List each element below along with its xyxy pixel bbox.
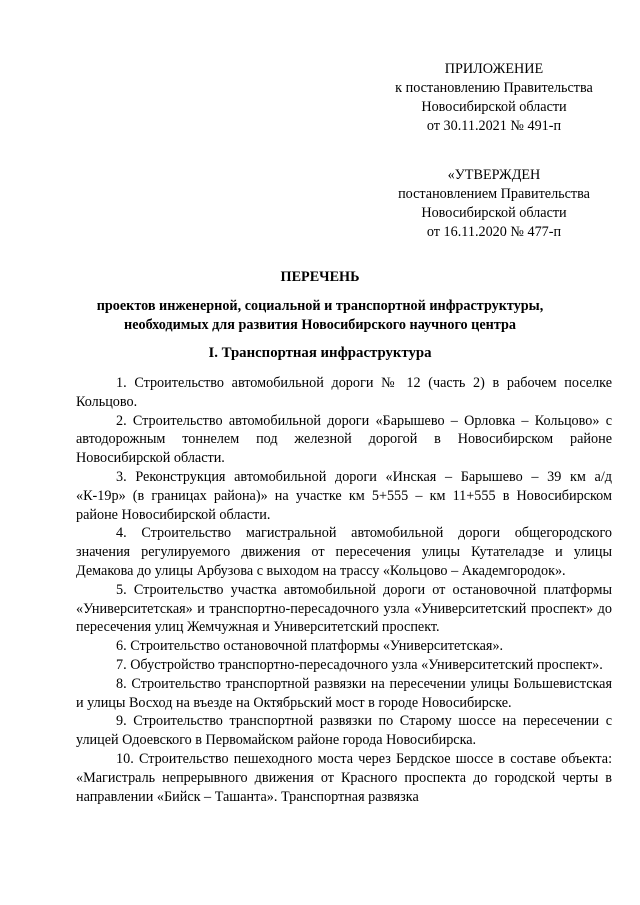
appendix-heading: ПРИЛОЖЕНИЕ [444,61,544,77]
section-title: I. Транспортная инфраструктура [208,345,432,361]
item-text: Обустройство транспортно-пересадочного узла «Университетский проспект». [130,656,603,673]
list-item [76,581,612,637]
item-number: 1. [116,375,127,391]
appendix-block [388,60,600,136]
appendix-line: Новосибирской области [421,99,567,115]
list-item [76,675,612,713]
list-item [76,374,612,412]
approval-line: Новосибирской области [421,205,567,221]
item-text: Строительство пешеходного моста через Бердское шоссе в составе объекта: «Магистраль непрерывного движения от Красного проспекта до городской черты в направлении «Бийск – Ташанта». Транспортная развязка [76,750,613,805]
item-number: 4. [116,525,127,542]
item-text: Реконструкция автомобильной дороги «Инская – Барышево – 39 км а/д «К-19р» (в границах района)» на участке км 5+555 – км 11+555 в Новосибирском районе Новосибирской области. [76,468,612,523]
list-item [76,468,612,524]
list-item [76,712,612,750]
item-text: Строительство транспортной развязки на пересечении улицы Большевистская и улицы Восход на въезде на Октябрьский мост в городе Новосибирске. [76,675,612,711]
title-subtitle: проектов инженерной, социальной и транспортной инфраструктуры, [96,298,544,314]
title-subtitle: необходимых для развития Новосибирского научного центра [124,317,516,333]
item-text: Строительство магистральной автомобильной дороги общегородского значения регулируемого движения от пересечения улицы Кутателадзе и улицы Демакова до улицы Арбузова с выходом на трассу «Кольцово – Академгородок». [76,525,613,579]
list-item [76,637,612,656]
approval-block [388,166,600,242]
items-list [76,374,612,806]
list-item [76,750,612,806]
list-item [76,524,612,580]
item-number: 3. [116,468,127,485]
document-title [60,268,580,335]
approval-heading: «УТВЕРЖДЕН [447,167,541,183]
item-number: 6. [116,638,127,655]
item-number: 7. [116,656,127,673]
approval-date: от 16.11.2020 № 477-п [426,224,562,240]
appendix-date: от 30.11.2021 № 491-п [426,118,562,134]
item-text: Строительство транспортной развязки по Старому шоссе на пересечении с улицей Одоевского в Первомайском районе города Новосибирска. [76,713,612,749]
item-number: 10. [116,750,134,767]
item-number: 5. [116,581,127,598]
item-text: Строительство автомобильной дороги № 12 (часть 2) в рабочем поселке Кольцово. [76,375,613,410]
appendix-line: к постановлению Правительства [395,80,593,96]
item-text: Строительство остановочной платформы «Университетская». [130,638,504,655]
list-item [76,412,612,468]
approval-line: постановлением Правительства [398,186,590,202]
item-number: 9. [116,713,127,730]
item-number: 8. [116,675,127,692]
item-text: Строительство участка автомобильной дороги от остановочной платформы «Университетская» и транспортно-пересадочного узла «Университетский проспект» до пересечения улиц Жемчужная и Университетский проспект. [76,581,613,636]
item-number: 2. [116,412,127,429]
title-heading: ПЕРЕЧЕНЬ [280,269,360,285]
item-text: Строительство автомобильной дороги «Барышево – Орловка – Кольцово» с автодорожным тоннелем под железной дорогой в Новосибирском районе Новосибирской области. [76,412,612,467]
list-item [76,656,612,675]
